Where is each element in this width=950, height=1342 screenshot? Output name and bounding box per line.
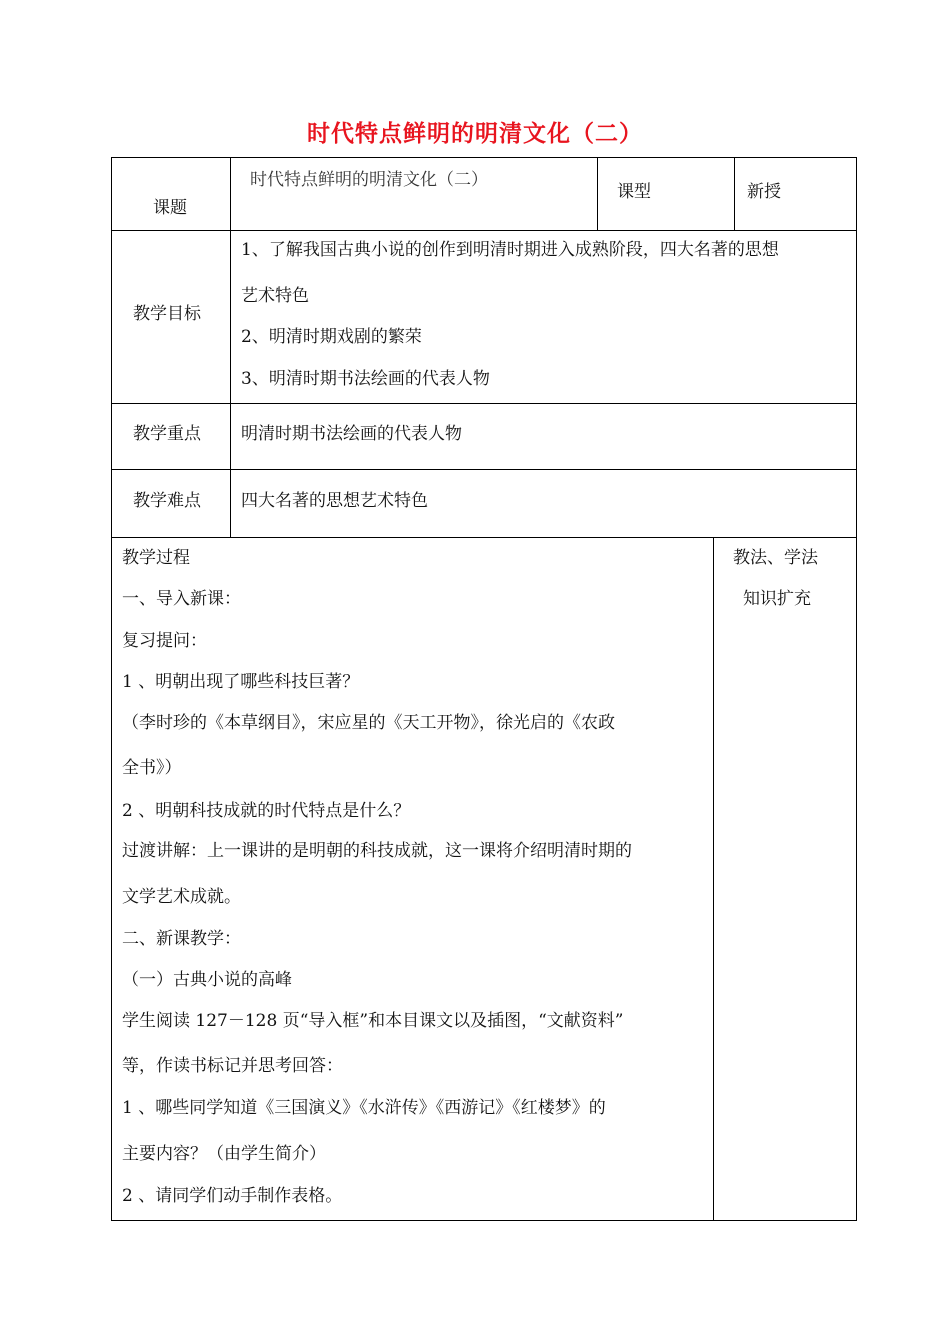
key-point-value: 明清时期书法绘画的代表人物 (241, 424, 462, 444)
goal-line: 3、明清时期书法绘画的代表人物 (241, 369, 490, 389)
process-line: （李时珍的《本草纲目》，宋应星的《天工开物》，徐光启的《农政 (122, 713, 615, 733)
process-line: 复习提问： (122, 631, 207, 651)
topic-value: 时代特点鲜明的明清文化（二） (250, 170, 488, 190)
table-divider (713, 537, 714, 1221)
table-divider (111, 230, 857, 231)
process-table-border (111, 537, 857, 1221)
process-line: 二、新课教学： (122, 929, 241, 949)
table-divider (597, 157, 598, 231)
table-divider (111, 403, 857, 404)
side-heading-methods: 教法、学法 (733, 548, 818, 568)
process-line: 等，作读书标记并思考回答： (122, 1056, 343, 1076)
process-line: 过渡讲解：上一课讲的是明朝的科技成就，这一课将介绍明清时期的 (122, 841, 632, 861)
goals-label: 教学目标 (133, 304, 201, 324)
topic-label: 课题 (153, 198, 187, 218)
process-line: 学生阅读 127－128 页“导入框”和本目课文以及插图，“文献资料” (122, 1011, 624, 1031)
process-line: 1 、明朝出现了哪些科技巨著？ (122, 672, 360, 692)
difficulty-label: 教学难点 (133, 491, 201, 511)
page-title: 时代特点鲜明的明清文化（二） (307, 121, 643, 147)
process-line: 2 、请同学们动手制作表格。 (122, 1186, 343, 1206)
process-line: 2 、明朝科技成就的时代特点是什么？ (122, 801, 411, 821)
process-line: （一）古典小说的高峰 (122, 970, 292, 990)
process-line: 主要内容？（由学生简介） (122, 1144, 326, 1164)
table-divider (734, 157, 735, 231)
goal-line: 艺术特色 (241, 286, 309, 306)
goal-line: 1、了解我国古典小说的创作到明清时期进入成熟阶段，四大名著的思想 (241, 240, 779, 260)
key-point-label: 教学重点 (133, 424, 201, 444)
process-line: 全书》） (122, 758, 182, 778)
table-divider (111, 469, 857, 470)
process-line: 文学艺术成就。 (122, 887, 241, 907)
goal-line: 2、明清时期戏剧的繁荣 (241, 327, 422, 347)
process-line: 教学过程 (122, 548, 190, 568)
difficulty-value: 四大名著的思想艺术特色 (241, 491, 428, 511)
table-divider (230, 157, 231, 538)
process-line: 一、导入新课： (122, 589, 241, 609)
type-label: 课型 (617, 182, 651, 202)
side-heading-extension: 知识扩充 (743, 589, 811, 609)
process-line: 1 、哪些同学知道《三国演义》《水浒传》《西游记》《红楼梦》的 (122, 1098, 606, 1118)
type-value: 新授 (747, 182, 781, 202)
info-table-border (111, 157, 857, 538)
